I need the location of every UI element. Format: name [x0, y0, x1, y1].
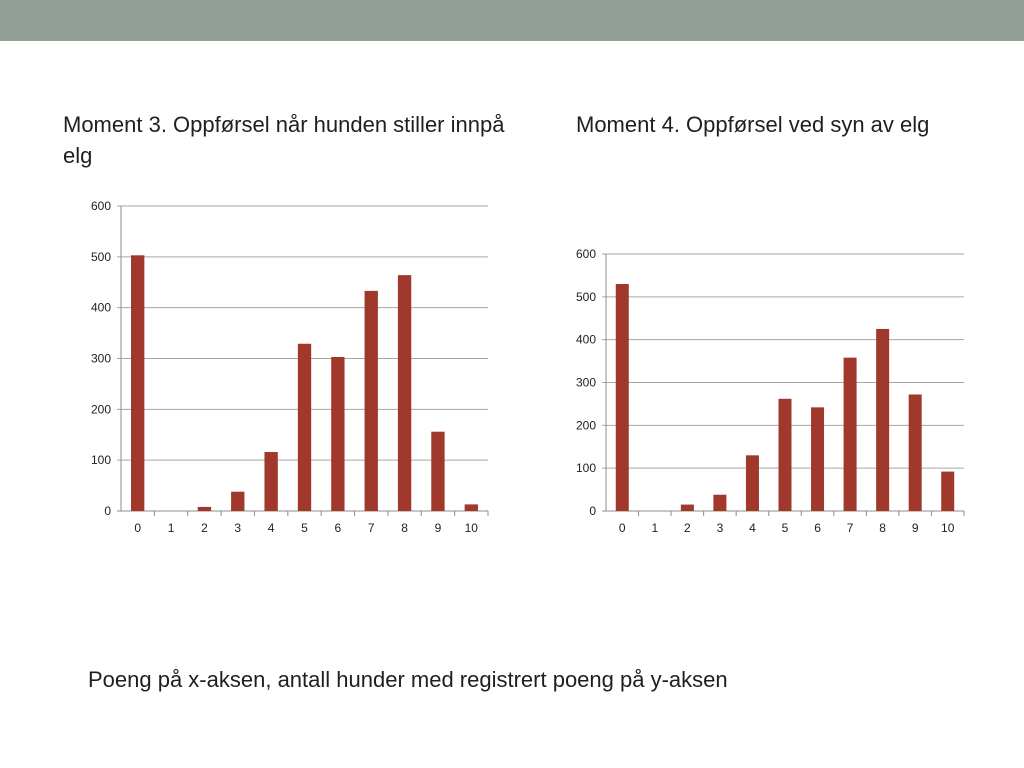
y-tick-label: 500	[90, 249, 111, 264]
bar-8	[876, 329, 889, 511]
y-tick-label: 600	[90, 199, 111, 213]
y-tick-label: 0	[589, 504, 596, 518]
x-tick-label: 5	[301, 521, 308, 535]
x-tick-label: 8	[879, 521, 886, 535]
y-tick-label: 500	[575, 289, 596, 304]
bar-7	[844, 358, 857, 511]
y-tick-label: 0	[104, 504, 111, 518]
bar-0	[616, 284, 629, 511]
x-tick-label: 7	[367, 521, 375, 535]
y-tick-label: 300	[90, 351, 111, 366]
x-tick-label: 4	[267, 521, 275, 535]
x-tick-label: 2	[684, 521, 691, 535]
chart-title-moment-3: Moment 3. Oppførsel når hunden stiller innpå elg	[63, 112, 505, 168]
bar-10	[941, 472, 954, 511]
y-tick-label: 200	[575, 418, 596, 433]
x-tick-label: 3	[234, 521, 242, 535]
x-tick-label: 1	[167, 521, 175, 535]
x-tick-label: 8	[401, 521, 408, 535]
x-tick-label: 0	[134, 521, 142, 535]
chart-title-moment-4: Moment 4. Oppførsel ved syn av elg	[576, 112, 930, 137]
bar-6	[811, 407, 824, 511]
x-tick-label: 0	[618, 521, 626, 535]
y-tick-label: 400	[575, 332, 596, 347]
x-tick-label: 7	[846, 521, 854, 535]
x-tick-label: 6	[814, 521, 821, 535]
y-tick-label: 100	[575, 461, 596, 476]
x-tick-label: 6	[334, 521, 342, 535]
y-tick-label: 300	[575, 375, 596, 390]
y-tick-label: 400	[90, 300, 111, 315]
axis-caption: Poeng på x-aksen, antall hunder med registrert poeng på y-aksen	[88, 667, 728, 692]
x-tick-label: 9	[434, 521, 442, 535]
bar-2	[681, 505, 694, 511]
x-tick-label: 10	[941, 521, 955, 535]
bar-4	[746, 455, 759, 511]
y-tick-label: 600	[575, 247, 596, 261]
x-tick-label: 4	[749, 521, 756, 535]
bar-3	[713, 495, 726, 511]
x-tick-label: 10	[464, 521, 478, 535]
x-tick-label: 3	[716, 521, 724, 535]
y-tick-label: 200	[90, 402, 111, 417]
y-tick-label: 100	[90, 453, 111, 468]
bar-9	[909, 394, 922, 511]
x-tick-label: 1	[651, 521, 659, 535]
x-tick-label: 2	[201, 521, 208, 535]
x-tick-label: 5	[781, 521, 789, 535]
bar-5	[778, 399, 791, 511]
x-tick-label: 9	[911, 521, 919, 535]
